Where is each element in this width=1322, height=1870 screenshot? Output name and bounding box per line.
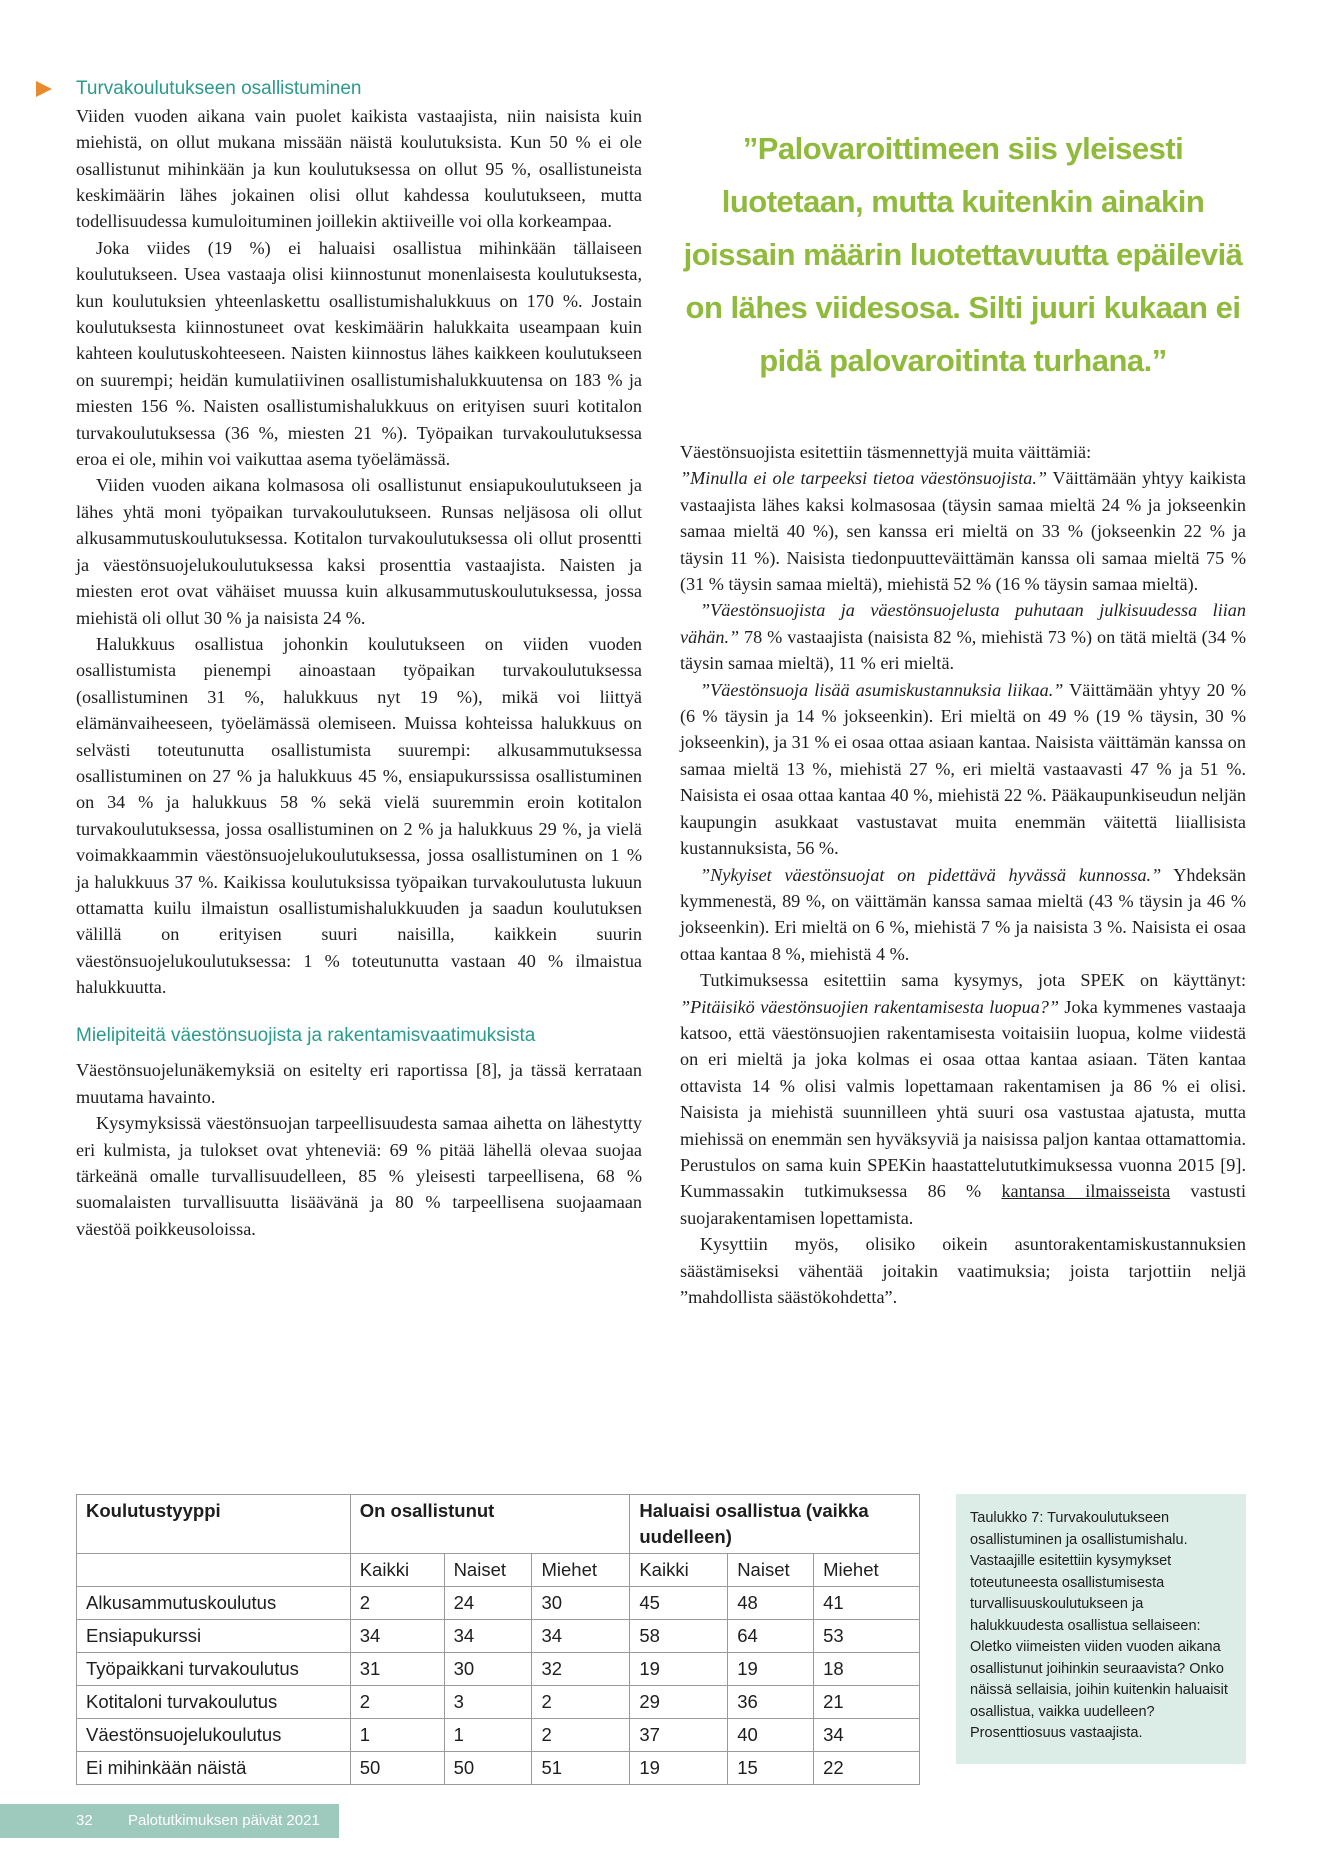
row-label: Kotitaloni turvakoulutus — [77, 1686, 351, 1719]
paragraph — [680, 677, 1246, 862]
table-subheader-row — [77, 1554, 920, 1587]
table-cell: 31 — [350, 1653, 444, 1686]
training-table — [76, 1494, 920, 1785]
section-heading-opinions: Mielipiteitä väestönsuojista ja rakentamisvaatimuksista — [76, 1024, 536, 1046]
paragraph-text: Väestönsuojista esitettiin täsmennettyjä muita väittämiä: — [680, 442, 1092, 462]
publication-title: Palotutkimuksen päivät 2021 — [128, 1812, 320, 1829]
table-cell: 2 — [532, 1719, 630, 1752]
subheader-cell: Kaikki — [350, 1554, 444, 1587]
table-cell: 58 — [630, 1620, 728, 1653]
table-row — [77, 1752, 920, 1785]
pull-quote: ”Palovaroittimeen siis yleisesti luotetaan, mutta kuitenkin ainakin joissain määrin luotettavuutta epäileviä on lähes viidesosa. Silti juuri kukaan ei pidä palovaroitinta turhana.” — [683, 131, 1243, 378]
table-header-row — [77, 1495, 920, 1554]
statement-italic: ”Väestönsuojista ja väestönsuojelusta puhutaan julkisuudessa liian vähän.” — [680, 600, 1246, 647]
table-cell: 24 — [444, 1587, 532, 1620]
table-cell: 36 — [728, 1686, 814, 1719]
table-cell: 2 — [350, 1686, 444, 1719]
section-heading-training — [76, 78, 642, 101]
subheader-cell: Kaikki — [630, 1554, 728, 1587]
header-would-participate: Haluaisi osallistua (vaikka uudelleen) — [630, 1495, 920, 1554]
section-heading-text: Turvakoulutukseen osallistuminen — [76, 78, 362, 99]
table-cell: 34 — [814, 1719, 920, 1752]
table-cell: 15 — [728, 1752, 814, 1785]
table-cell: 22 — [814, 1752, 920, 1785]
table-cell: 40 — [728, 1719, 814, 1752]
table-cell: 30 — [444, 1653, 532, 1686]
table-row — [77, 1653, 920, 1686]
table-row — [77, 1686, 920, 1719]
row-label: Ensiapukurssi — [77, 1620, 351, 1653]
table-cell: 34 — [350, 1620, 444, 1653]
paragraph-text: Tutkimuksessa esitettiin sama kysymys, jota SPEK on käyttänyt: — [700, 970, 1246, 991]
statement-italic: ”Nykyiset väestönsuojat on pidettävä hyvässä kunnossa.” — [700, 864, 1162, 885]
left-column — [76, 78, 642, 1242]
table-cell: 32 — [532, 1653, 630, 1686]
subheader-cell: Miehet — [532, 1554, 630, 1587]
table-cell: 51 — [532, 1752, 630, 1785]
table-row — [77, 1719, 920, 1752]
paragraph-text: Väittämään yhtyy 20 % (6 % täysin ja 14 % jokseenkin). Eri mieltä on 49 % (19 % täysin, 30 % jokseenkin), ja 31 % ei osaa ottaa asiaan kantaa. Naisista väittämän kanssa on samaa mieltä 13 %, miehistä 27 %, eri mieltä vastaavasti 47 % ja 51 %. Naisista ei osaa ottaa kantaa 40 %, miehistä 22 %. Pääkaupunkiseudun neljän kaupungin asukkaat vastustavat muita enemmän väitettä liiallisista kustannuksista, 56 %. — [680, 679, 1246, 859]
paragraph — [680, 862, 1246, 968]
statement-italic: ”Minulla ei ole tarpeeksi tietoa väestönsuojista.” — [680, 468, 1048, 489]
underlined-text: kantansa ilmaisseista — [1001, 1181, 1171, 1202]
table-row — [77, 1620, 920, 1653]
subheader-cell: Miehet — [814, 1554, 920, 1587]
paragraph — [680, 967, 1246, 1231]
table-cell: 41 — [814, 1587, 920, 1620]
page-number: 32 — [76, 1812, 93, 1829]
table-cell: 53 — [814, 1620, 920, 1653]
table-cell: 34 — [444, 1620, 532, 1653]
paragraph-text: Joka kymmenes vastaaja katsoo, että väestönsuojien rakentamisesta voitaisiin luopua, kolme viidestä on eri mieltä ja joka kolmas ei osaa ottaa kantaa asiaan. Täten kantaa ottavista 14 % olisi valmis lopettamaan rakentamisen ja 86 % ei olisi. Naisista ja miehistä suunnilleen yhtä suuri osa vastustaa ajatusta, mutta miehissä on enemmän sen hyväksyviä ja naisissa paljon kantaa ottamattomia. Perustulos on sama kuin SPEKin haastattelututkimuksessa vuonna 2015 [9]. Kummassakin tutkimuksessa 86 % — [680, 996, 1246, 1202]
paragraph-text: Väittämään yhtyy kaikista vastaajista lähes kaksi kolmasosaa (täysin samaa mieltä 24 % ja jokseenkin samaa mieltä 40 %), sen kanssa eri mieltä on 33 % (jokseenkin 22 % ja täysin 11 %). Naisista tiedonpuutteväittämän kanssa oli samaa mieltä 75 % (31 % täysin samaa mieltä), miehistä 52 % (16 % täysin samaa mieltä). — [680, 468, 1246, 595]
paragraph — [680, 597, 1246, 676]
subheader-cell: Naiset — [728, 1554, 814, 1587]
question-italic: ”Pitäisikö väestönsuojien rakentamisesta luopua?” — [680, 996, 1059, 1017]
paragraph: Väestönsuojelunäkemyksiä on esitelty eri raportissa [8], ja tässä kerrataan muutama havainto. — [76, 1060, 642, 1107]
paragraph: Halukkuus osallistua johonkin koulutukseen on viiden vuoden osallistumista pienempi ainoastaan työpaikan turvakoulutuksessa (osallistuminen 31 %, halukkuus nyt 19 %), mikä voi liittyä elämänvaiheeseen, työelämässä olemiseen. Muissa kohteissa halukkuus on selvästi toteutunutta osallistumista suurempi: alkusammutuksessa osallistuminen on 27 % ja halukkuus 45 %, ensiapukurssissa osallistuminen on 34 % ja halukkuus 58 % sekä vielä suuremmin eroin kotitalon turvakoulutuksessa, jossa osallistuminen on 2 % ja halukkuus 29 %, ja vielä voimakkaammin väestönsuojelukoulutuksessa, jossa osallistuminen on 1 % ja halukkuus 37 %. Kaikissa koulutuksissa työpaikan turvakoulutusta lukuun ottamatta kuilu ilmaistun osallistumishalukkuuden ja saadun koulutuksen välillä on erityisen suuri naisilla, kaikkein suurin väestönsuojelukoulutuksessa: 1 % toteutunutta vastaan 40 % ilmaistua halukkuutta. — [76, 633, 642, 998]
statement-italic: ”Väestönsuoja lisää asumiskustannuksia liikaa.” — [700, 679, 1064, 700]
subheader-cell: Naiset — [444, 1554, 532, 1587]
row-label: Alkusammutuskoulutus — [77, 1587, 351, 1620]
table-cell: 1 — [444, 1719, 532, 1752]
paragraph: Viiden vuoden aikana kolmasosa oli osallistunut ensiapukoulutukseen ja lähes yhtä moni työpaikan turvakoulutukseen. Runsas neljäsosa oli ollut alkusammutuskoulutuksessa. Kotitalon turvakoulutuksessa oli ollut prosentti ja väestönsuojelukoulutuksessa kaksi prosenttia vastaajista. Naisten ja miesten erot ovat vähäiset muussa kuin alkusammutuskoulutuksessa, jossa miehistä oli ollut 30 % ja naisista 24 %. — [76, 475, 642, 628]
table-cell: 19 — [630, 1653, 728, 1686]
paragraph-text: Yhdeksän kymmenestä, 89 %, on väittämän kanssa samaa mieltä (43 % täysin ja 46 % jokseenkin). Eri mieltä on 6 %, miehistä 7 % ja naisista 3 %. Naisista ei osaa ottaa kantaa 8 %, miehistä 4 %. — [680, 864, 1246, 964]
paragraph-text: 78 % vastaajista (naisista 82 %, miehistä 73 %) on tätä mieltä (34 % täysin samaa mieltä), 11 % eri mieltä. — [680, 626, 1246, 674]
paragraph: Kysyttiin myös, olisiko oikein asuntorakentamiskustannuksien säästämiseksi vähentää joitakin vaatimuksia; joista tarjottiin neljä ”mahdollista säästökohdetta”. — [680, 1234, 1246, 1307]
table-cell — [77, 1554, 351, 1587]
paragraph: Joka viides (19 %) ei haluaisi osallistua mihinkään tällaiseen koulutukseen. Usea vastaaja olisi kiinnostunut monenlaisesta koulutuksesta, kun koulutuksien yhteenlaskettu osallistumishalukkuus on 170 %. Jostain koulutuksesta kiinnostuneet ovat keskimäärin halukkaita useampaan kuin kahteen koulutuskohteeseen. Naisten kiinnostus lähes kaikkeen koulutukseen on suurempi; heidän kumulatiivinen osallistumishalukkuutensa on 183 % ja miesten 156 %. Naisten osallistumishalukkuus on erityisen suuri kotitalon turvakoulutuksessa (36 %, miesten 21 %). Työpaikan turvakoulutuksessa eroa ei ole, mihin voi vaikuttaa asema työelämässä. — [76, 237, 642, 470]
table-cell: 3 — [444, 1686, 532, 1719]
header-participated: On osallistunut — [350, 1495, 630, 1554]
paragraph: Viiden vuoden aikana vain puolet kaikista vastaajista, niin naisista kuin miehistä, on ollut mukana missään näistä koulutuksista. Kun 50 % ei ole osallistunut mihinkään ja kun koulutuksessa on ollut 95 %, osallistuneista keskimäärin lähes jokainen olisi ollut kahdessa koulutukseen, mutta todellisuudessa kumuloituminen joillekin aktiiveille voi olla korkeampaa. — [76, 105, 642, 232]
row-label: Työpaikkani turvakoulutus — [77, 1653, 351, 1686]
paragraph-text: vastusti suojarakentamisen lopettamista. — [680, 1181, 1247, 1228]
paragraph — [680, 439, 1246, 597]
paragraph: Kysymyksissä väestönsuojan tarpeellisuudesta samaa aihetta on lähestytty eri kulmista, ja tulokset ovat yhteneviä: 69 % pitää lähellä olevaa suojaa tärkeänä omalle turvallisuudelleen, 85 % yleisesti tarpeellisena, 68 % suomalaisten turvallisuutta lisäävänä ja 80 % tarpeellisena suojaamaan väestöä poikkeusoloissa. — [76, 1113, 642, 1239]
table-cell: 48 — [728, 1587, 814, 1620]
header-type: Koulutustyyppi — [77, 1495, 351, 1554]
table-cell: 34 — [532, 1620, 630, 1653]
table-cell: 45 — [630, 1587, 728, 1620]
row-label: Väestönsuojelukoulutus — [77, 1719, 351, 1752]
table-cell: 37 — [630, 1719, 728, 1752]
table-cell: 50 — [444, 1752, 532, 1785]
table-cell: 19 — [728, 1653, 814, 1686]
table-cell: 29 — [630, 1686, 728, 1719]
table-cell: 21 — [814, 1686, 920, 1719]
table-cell: 2 — [350, 1587, 444, 1620]
table-cell: 30 — [532, 1587, 630, 1620]
table-cell: 50 — [350, 1752, 444, 1785]
table-caption: Taulukko 7: Turvakoulutukseen osallistuminen ja osallistumishalu. Vastaajille esitettiin kysymykset toteutuneesta osallistumisesta turvallisuuskoulutukseen ja halukkuudesta osallistua sellaiseen: Oletko viimeisten viiden vuoden aikana osallistunut joihinkin seuraavista? Onko näissä sellaisia, joihin kuitenkin haluaisit osallistua, vaikka uudelleen? Prosenttiosuus vastaajista. — [956, 1494, 1246, 1764]
table-cell: 64 — [728, 1620, 814, 1653]
page-footer — [0, 1804, 339, 1838]
row-label: Ei mihinkään näistä — [77, 1752, 351, 1785]
table-cell: 2 — [532, 1686, 630, 1719]
table-row — [77, 1587, 920, 1620]
table-cell: 18 — [814, 1653, 920, 1686]
right-column — [680, 78, 1246, 1310]
table-cell: 1 — [350, 1719, 444, 1752]
table-cell: 19 — [630, 1752, 728, 1785]
arrow-bullet-icon — [36, 81, 52, 97]
